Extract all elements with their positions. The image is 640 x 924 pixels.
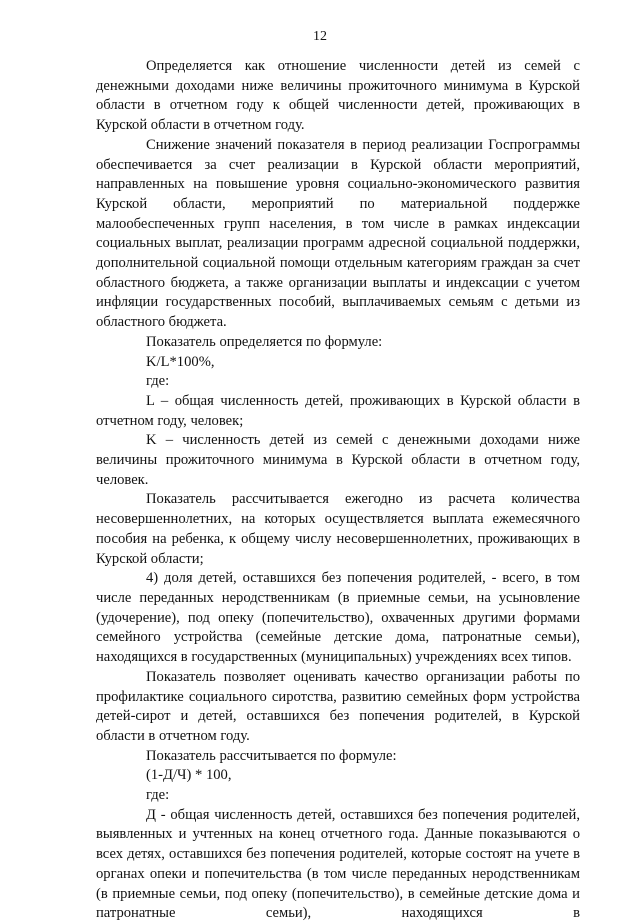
document-body: [96, 57, 580, 924]
definition-k: K – численность детей из семей с денежными доходами ниже величины прожиточного минимума в Курской области в отчетном году, человек.: [96, 432, 580, 488]
paragraph-formula-intro-2: Показатель рассчитывается по формуле:: [146, 747, 397, 764]
list-item-4-orphans-share: 4) доля детей, оставшихся без попечения родителей, - всего, в том числе переданных неродственникам (в приемные семьи, на усыновление (удочерение), под опеку (попечительство), охваченных другими формами семейного устройства (семейные детские дома, патронатные семьи), находящихся в государственных (муниципальных) учреждениях всех типов.: [96, 570, 580, 666]
paragraph-indicator-purpose: Показатель позволяет оценивать качество организации работы по профилактике социального сиротства, развитию семейных форм устройства детей-сирот и детей, оставшихся без попечения родителей, в Курской области в отчетном году.: [96, 668, 580, 744]
definition-l: L – общая численность детей, проживающих в Курской области в отчетном году, человек;: [96, 392, 580, 429]
paragraph-where: где:: [146, 373, 170, 390]
definition-d: Д - общая численность детей, оставшихся без попечения родителей, выявленных и учтенных на конец отчетного года. Данные показываются о всех детях, оставшихся без попечения родителей, которые состоят на учете в органах опеки и попечительства (в том числе переданных неродственникам (в приемные семьи, под опеку (попечительство), в семейные детские дома и патронатные семьи), находящихся в: [96, 806, 580, 922]
paragraph-reduction-measures: Снижение значений показателя в период реализации Госпрограммы обеспечивается за счет реализации в Курской области мероприятий, направленных на повышение уровня социально-экономического развития Курской области, мероприятий по материальной поддержке малообеспеченных групп населения, в том числе в рамках индексации социальных выплат, реализации программ адресной социальной поддержки, дополнительной социальной помощи отдельным категориям граждан за счет областного бюджета, а также организации выплаты и индексации с учетом инфляции государственных пособий, выплачиваемых семьям с детьми из областного бюджета.: [96, 136, 580, 331]
paragraph-definition: Определяется как отношение численности детей из семей с денежными доходами ниже величины прожиточного минимума в Курской области в отчетном году к общей численности детей, проживающих в Курской области в отчетном году.: [96, 58, 580, 134]
formula-k-l: K/L*100%,: [146, 353, 215, 370]
formula-d-ch: (1-Д/Ч) * 100,: [146, 767, 232, 784]
paragraph-calculation-basis: Показатель рассчитывается ежегодно из расчета количества несовершеннолетних, на которых осуществляется выплата ежемесячного пособия на ребенка, к общему числу несовершеннолетних, проживающих в Курской области;: [96, 491, 580, 567]
page-number: 12: [313, 29, 327, 44]
paragraph-formula-intro: Показатель определяется по формуле:: [146, 333, 383, 350]
paragraph-where-2: где:: [146, 787, 170, 804]
